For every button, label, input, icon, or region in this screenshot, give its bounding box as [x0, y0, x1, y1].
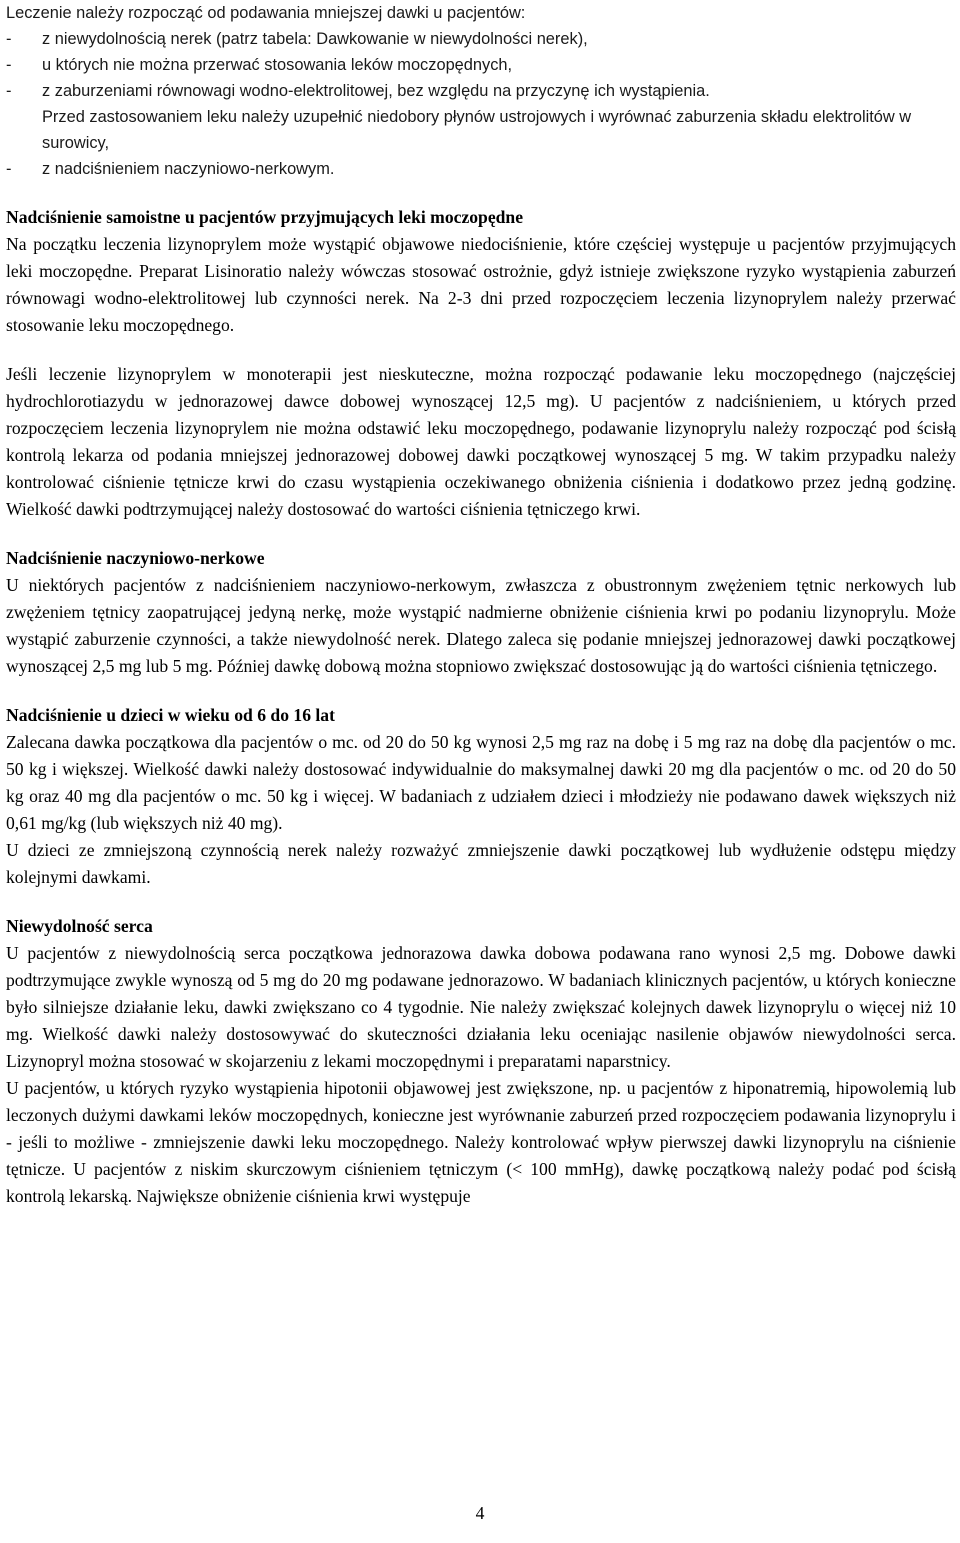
paragraph: U pacjentów z niewydolnością serca początkowa jednorazowa dawka dobowa podawana rano wynosi 2,5 mg. Dobowe dawki podtrzymujące zwykle wynoszą od 5 mg do 20 mg podawane jednorazowo. W badaniach klinicznych pacjentów, u których konieczne było silniejsze działanie leku, dawki zwiększano co 4 tygodnie. Nie należy zwiększać kolejnych dawek lizynoprylu o więcej niż 10 mg. Wielkość dawki należy dostosowywać do skuteczności działania leku oceniając nasilenie objawów niewydolności serca. Lizynopryl można stosować w skojarzeniu z lekami moczopędnymi i preparatami naparstnicy. — [6, 943, 956, 1071]
paragraph: U niektórych pacjentów z nadciśnieniem naczyniowo-nerkowym, zwłaszcza z obustronnym zwężeniem tętnic nerkowych lub zwężeniem tętnicy zaopatrującej jedyną nerkę, może wystąpić nadmierne obniżenie ciśnienia krwi po podaniu lizynoprylu. Może wystąpić zaburzenie czynności, a także niewydolność nerek. Dlatego zaleca się podanie mniejszej jednorazowej dawki początkowej wynoszącej 2,5 mg lub 5 mg. Później dawkę dobową można stopniowo zwiększać dostosowując ją do wartości ciśnienia tętniczego. — [6, 575, 956, 676]
section-heading: Nadciśnienie naczyniowo-nerkowe — [6, 548, 265, 568]
paragraph: U pacjentów, u których ryzyko wystąpienia hipotonii objawowej jest zwiększone, np. u pacjentów z hiponatremią, hipowolemią lub leczonych dużymi dawkami leków moczopędnych, konieczne jest wyrównanie zaburzeń przed rozpoczęciem podawania lizynoprylu i - jeśli to możliwe - zmniejszenie dawki leku moczopędnego. Należy kontrolować wpływ pierwszej dawki lizynoprylu na ciśnienie tętnicze. U pacjentów z niskim skurczowym ciśnieniem tętniczym (< 100 mmHg), dawkę początkową należy podać pod ścisłą kontrolą lekarską. Największe obniżenie ciśnienia krwi występuje — [6, 1078, 956, 1206]
intro-block — [6, 0, 956, 182]
list-dash: - — [6, 56, 12, 74]
paragraph: Zalecana dawka początkowa dla pacjentów o mc. od 20 do 50 kg wynosi 2,5 mg raz na dobę i 5 mg raz na dobę dla pacjentów o mc. 50 kg i większej. Wielkość dawki należy dostosować indywidualnie do maksymalnej dawki 20 mg dla pacjentów o mc. od 20 do 50 kg oraz 40 mg dla pacjentów o mc. 50 kg i więcej. W badaniach z udziałem dzieci i młodzieży nie podawano dawek większych niż 0,61 mg/kg (lub większych niż 40 mg). — [6, 732, 956, 833]
section-children — [6, 702, 956, 891]
list-item-text: z zaburzeniami równowagi wodno-elektrolitowej, bez względu na przyczynę ich wystąpienia. — [42, 82, 710, 100]
paragraph: U dzieci ze zmniejszoną czynnością nerek należy rozważyć zmniejszenie dawki początkowej lub wydłużenie odstępu między kolejnymi dawkami. — [6, 840, 956, 887]
document-page — [6, 0, 956, 1210]
section-heading: Nadciśnienie samoistne u pacjentów przyjmujących leki moczopędne — [6, 207, 524, 227]
list-item-text: z niewydolnością nerek (patrz tabela: Dawkowanie w niewydolności nerek), — [42, 30, 588, 48]
paragraph: Na początku leczenia lizynoprylem może wystąpić objawowe niedociśnienie, które częściej występuje u pacjentów przyjmujących leki moczopędne. Preparat Lisinoratio należy wówczas stosować ostrożnie, gdyż istnieje zwiększone ryzyko wystąpienia zaburzeń równowagi wodno-elektrolitowej lub czynności nerek. Na 2-3 dni przed rozpoczęciem leczenia lizynoprylem należy przerwać stosowanie leku moczopędnego. — [6, 234, 956, 335]
section-heart-failure — [6, 913, 956, 1210]
list-dash: - — [6, 30, 12, 48]
list-item — [6, 78, 956, 104]
list-item-text: u których nie można przerwać stosowania leków moczopędnych, — [42, 56, 513, 74]
section-diuretics — [6, 204, 956, 523]
intro-note: Przed zastosowaniem leku należy uzupełnić niedobory płynów ustrojowych i wyrównać zaburzenia składu elektrolitów w surowicy, — [42, 108, 912, 152]
intro-lead: Leczenie należy rozpocząć od podawania mniejszej dawki u pacjentów: — [6, 4, 526, 22]
list-item — [6, 156, 956, 182]
page-number: 4 — [475, 1503, 485, 1523]
list-item-text: z nadciśnieniem naczyniowo-nerkowym. — [42, 160, 335, 178]
section-heading: Nadciśnienie u dzieci w wieku od 6 do 16 lat — [6, 705, 335, 725]
list-item — [6, 52, 956, 78]
list-dash: - — [6, 82, 12, 100]
section-heading: Niewydolność serca — [6, 916, 153, 936]
paragraph: Jeśli leczenie lizynoprylem w monoterapii jest nieskuteczne, można rozpocząć podawanie leku moczopędnego (najczęściej hydrochlorotiazydu w jednorazowej dawce dobowej wynoszącej 12,5 mg). U pacjentów z nadciśnieniem, u których przed rozpoczęciem leczenia lizynoprylem nie można odstawić leku moczopędnego, podawanie lizynoprylu należy rozpocząć pod ścisłą kontrolą lekarza od podania mniejszej jednorazowej dobowej dawki początkowej wynoszącej 5 mg. W takim przypadku należy kontrolować ciśnienie tętnicze krwi do czasu wystąpienia oczekiwanego obniżenia ciśnienia i dodatkowo przez jedną godzinę. Wielkość dawki podtrzymującej należy dostosować do wartości ciśnienia tętniczego krwi. — [6, 364, 956, 519]
list-item — [6, 26, 956, 52]
list-dash: - — [6, 160, 12, 178]
section-renovascular — [6, 545, 956, 680]
